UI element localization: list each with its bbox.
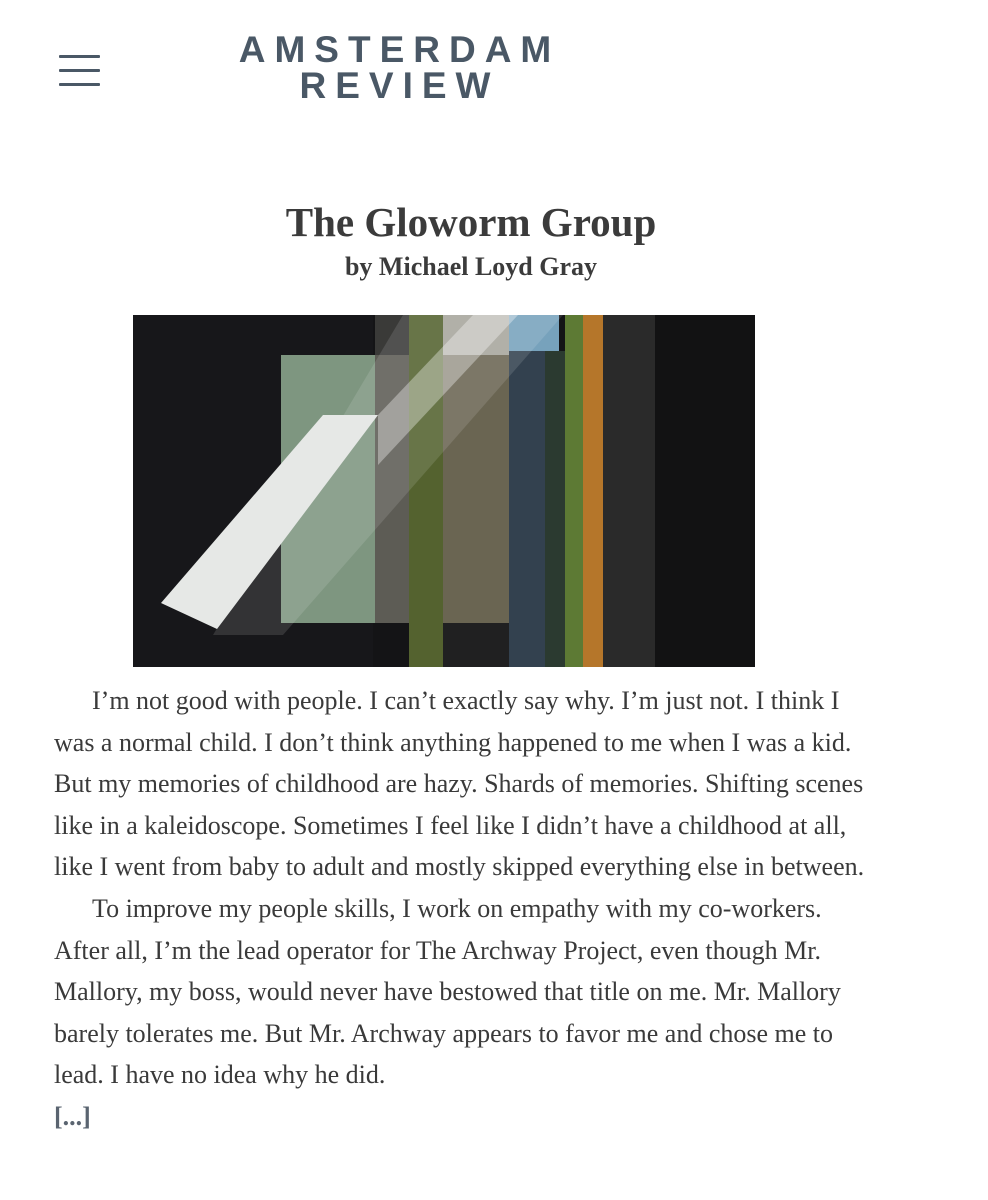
artwork-panel-slate: [509, 351, 545, 667]
menu-bar-middle: [59, 69, 100, 72]
menu-bar-bottom: [59, 83, 100, 86]
article-body: [54, 680, 874, 1138]
artwork-stripe-darkgreen: [545, 351, 565, 667]
featured-artwork-image: [133, 315, 755, 667]
artwork-panel-bottom-dark: [443, 623, 509, 667]
article-paragraph-2: To improve my people skills, I work on empathy with my co-workers. After all, I’m the lead operator for The Archway Project, even though Mr. Mallory, my boss, would never have bestowed that title on me. Mr. Mallory barely tolerates me. But Mr. Archway appears to favor me and chose me to lead. I have no idea why he did.: [54, 893, 841, 1090]
artwork-stripe-lime: [565, 315, 583, 667]
site-header: [0, 0, 988, 130]
logo-line-review: REVIEW: [299, 65, 500, 106]
article-title: The Gloworm Group: [285, 199, 657, 245]
artwork-stripe-charcoal: [603, 315, 655, 667]
artwork-stripe-orange: [583, 315, 603, 667]
article-paragraph-1: I’m not good with people. I can’t exactly say why. I’m just not. I think I was a normal child. I don’t think anything happened to me when I was a kid. But my memories of childhood are hazy. Shards of memories. Shifting scenes like in a kaleidoscope. Sometimes I feel like I didn’t have a childhood at all, like I went from baby to adult and mostly skipped everything else in between.: [54, 686, 865, 882]
menu-bar-top: [59, 55, 100, 58]
site-logo[interactable]: [210, 29, 580, 106]
logo-line-amsterdam: AMSTERDAM: [238, 29, 561, 70]
article-byline: by Michael Loyd Gray: [344, 252, 598, 281]
artwork-stripe-black: [655, 315, 755, 667]
hamburger-menu-icon[interactable]: [56, 52, 102, 92]
read-more-link[interactable]: [...]: [54, 1101, 91, 1131]
